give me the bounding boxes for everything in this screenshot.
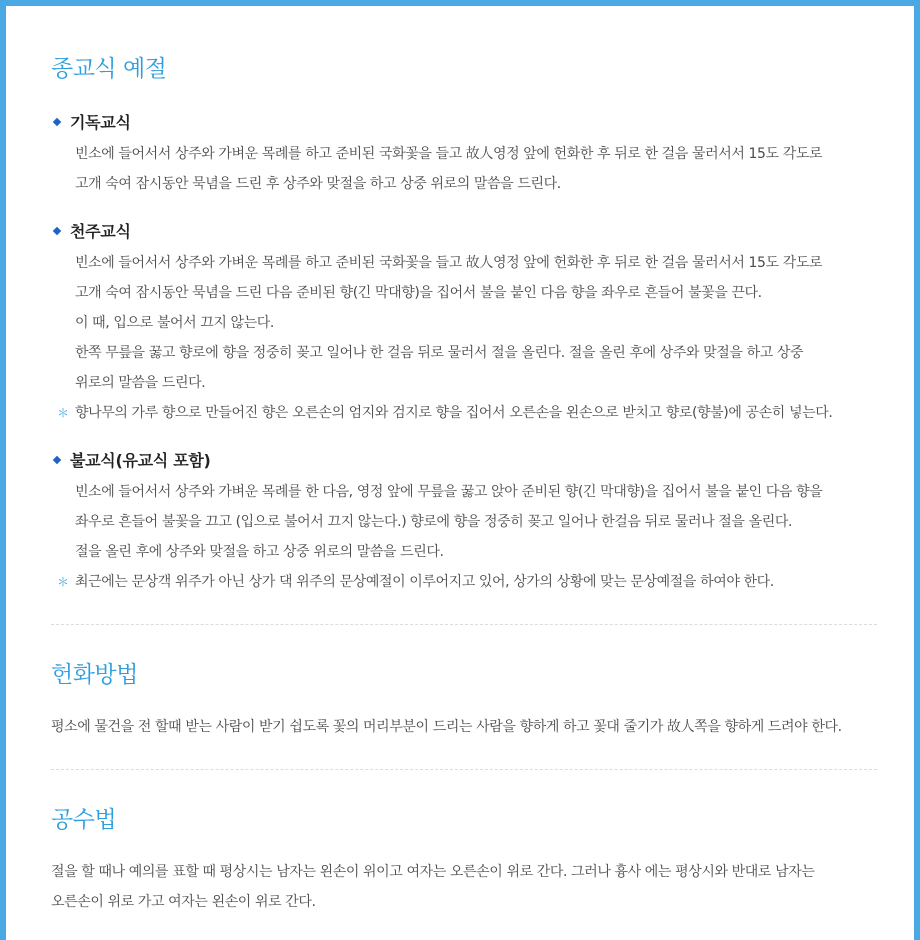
section-divider <box>51 769 877 770</box>
catholic-text-line: 고개 숙여 잠시동안 묵념을 드린 다음 준비된 향(긴 막대향)을 집어서 불을 붙인 다음 향을 좌우로 흔들어 불꽃을 끈다. <box>75 285 762 301</box>
christian-text-line: 고개 숙여 잠시동안 묵념을 드린 후 상주와 맞절을 하고 상중 위로의 말씀을 드린다. <box>75 176 561 192</box>
section-divider <box>51 624 877 625</box>
catholic-text-line: 위로의 말씀을 드린다. <box>75 375 206 391</box>
catholic-text-line: 이 때, 입으로 불어서 끄지 않는다. <box>75 315 274 331</box>
buddhist-text-line: 빈소에 들어서서 상주와 가벼운 목례를 한 다음, 영정 앞에 무릎을 꿇고 앉아 준비된 향(긴 막대향)을 집어서 불을 붙인 다음 향을 <box>75 484 823 500</box>
subsection-title-catholic <box>54 219 131 242</box>
flower-offering-text: 평소에 물건을 전 할때 받는 사람이 받기 쉽도록 꽃의 머리부분이 드리는 사람을 향하게 하고 꽃대 줄기가 故人쪽을 향하게 드려야 한다. <box>51 719 842 735</box>
subsection-title-buddhist <box>54 448 211 471</box>
gongsu-text-line: 절을 할 때나 예의를 표할 때 평상시는 남자는 왼손이 위이고 여자는 오른손이 위로 간다. 그러나 흉사 에는 평상시와 반대로 남자는 <box>51 864 815 880</box>
buddhist-text-line: 절을 올린 후에 상주와 맞절을 하고 상중 위로의 말씀을 드린다. <box>75 544 444 560</box>
subsection-title-christian <box>54 110 131 133</box>
asterisk-icon: ＊ <box>57 406 69 420</box>
catholic-text-line: 빈소에 들어서서 상주와 가벼운 목례를 하고 준비된 국화꽃을 들고 故人영정 앞에 헌화한 후 뒤로 한 걸음 물러서서 15도 각도로 <box>75 255 823 271</box>
catholic-note <box>57 402 832 422</box>
buddhist-note <box>57 571 774 591</box>
asterisk-icon: ＊ <box>57 575 69 589</box>
subsection-label: 불교식(유교식 포함) <box>70 451 211 470</box>
bullet-diamond-icon <box>53 117 61 125</box>
section-title-gongsu: 공수법 <box>51 807 117 833</box>
gongsu-text-line: 오른손이 위로 가고 여자는 왼손이 위로 간다. <box>51 894 316 910</box>
buddhist-text-line: 좌우로 흔들어 불꽃을 끄고 (입으로 불어서 끄지 않는다.) 향로에 향을 정중히 꽂고 일어나 한걸음 뒤로 물러나 절을 올린다. <box>75 514 793 530</box>
section-title-religious-etiquette: 종교식 예절 <box>51 56 167 82</box>
subsection-label: 천주교식 <box>70 222 131 241</box>
note-text: 최근에는 문상객 위주가 아닌 상가 댁 위주의 문상예절이 이루어지고 있어, 상가의 상황에 맞는 문상예절을 하여야 한다. <box>75 574 774 590</box>
christian-text-line: 빈소에 들어서서 상주와 가벼운 목례를 하고 준비된 국화꽃을 들고 故人영정 앞에 헌화한 후 뒤로 한 걸음 물러서서 15도 각도로 <box>75 146 823 162</box>
catholic-text-line: 한쪽 무릎을 꿇고 향로에 향을 정중히 꽂고 일어나 한 걸음 뒤로 물러서 절을 올린다. 절을 올린 후에 상주와 맞절을 하고 상중 <box>75 345 804 361</box>
section-title-flower-offering: 헌화방법 <box>51 662 138 688</box>
bullet-diamond-icon <box>53 455 61 463</box>
subsection-label: 기독교식 <box>70 113 131 132</box>
note-text: 향나무의 가루 향으로 만들어진 향은 오른손의 엄지와 검지로 향을 집어서 오른손을 왼손으로 받치고 향로(향불)에 공손히 넣는다. <box>75 405 833 421</box>
bullet-diamond-icon <box>53 226 61 234</box>
